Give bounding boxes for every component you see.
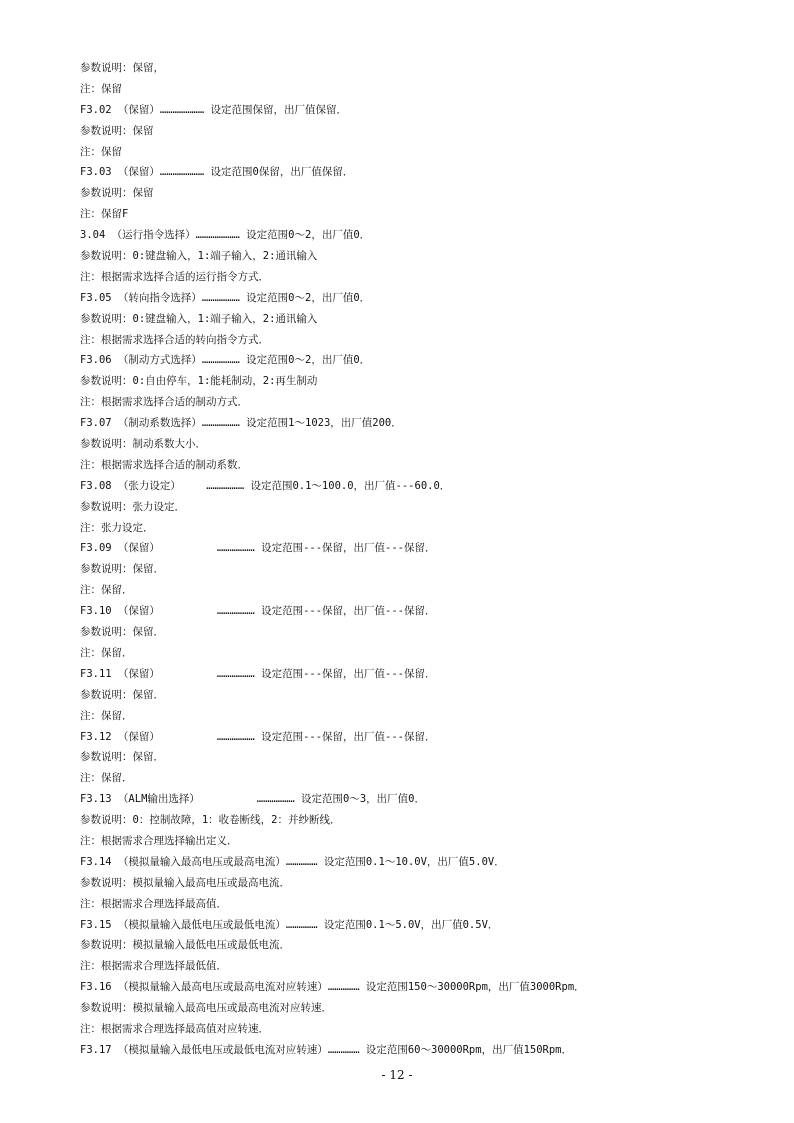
text-line: F3.06 （制动方式选择）……………… 设定范围0～2，出厂值0． bbox=[80, 354, 371, 367]
text-line: F3.17 （模拟量输入最低电压或最低电流对应转速）…………… 设定范围60～30000Rpm，出厂值150Rpm． bbox=[80, 1043, 573, 1056]
document-body bbox=[80, 58, 720, 1061]
text-line: 注：根据需求合理选择最低值． bbox=[80, 960, 227, 973]
text-line: F3.03 （保留）………………… 设定范围0保留，出厂值保留． bbox=[80, 166, 354, 179]
text-line: 注：保留． bbox=[80, 584, 133, 597]
text-line: 参数说明：保留． bbox=[80, 563, 164, 576]
text-line: F3.12 （保留） ……………… 设定范围---保留，出厂值---保留． bbox=[80, 730, 436, 743]
text-line: 参数说明：保留 bbox=[80, 124, 154, 137]
text-line: 注：根据需求选择合适的转向指令方式． bbox=[80, 333, 269, 346]
text-line: 参数说明：保留． bbox=[80, 688, 164, 701]
text-line: 注：根据需求合理选择最高值． bbox=[80, 897, 227, 910]
text-line: 参数说明：保留 bbox=[80, 187, 154, 200]
text-line: 3.04 （运行指令选择）………………… 设定范围0～2，出厂值0． bbox=[80, 229, 371, 242]
text-line: F3.02 （保留）………………… 设定范围保留，出厂值保留． bbox=[80, 103, 348, 116]
text-line: F3.05 （转向指令选择）……………… 设定范围0～2，出厂值0． bbox=[80, 291, 371, 304]
text-line: 注：根据需求合理选择输出定义． bbox=[80, 834, 238, 847]
text-line: F3.10 （保留） ……………… 设定范围---保留，出厂值---保留． bbox=[80, 605, 436, 618]
text-line: 注：根据需求选择合适的制动系数． bbox=[80, 458, 248, 471]
page-number: - 12 - bbox=[381, 1068, 413, 1082]
text-line: 注：根据需求选择合适的制动方式． bbox=[80, 396, 248, 409]
text-line: 参数说明：0:键盘输入，1:端子输入，2:通讯输入 bbox=[80, 250, 318, 263]
text-line: 参数说明：0：控制故障，1：收卷断线，2：并纱断线． bbox=[80, 814, 341, 827]
text-line: 注：保留 bbox=[80, 145, 122, 158]
text-line: F3.16 （模拟量输入最高电压或最高电流对应转速）…………… 设定范围150～30000Rpm，出厂值3000Rpm． bbox=[80, 981, 585, 994]
text-line: F3.14 （模拟量输入最高电压或最高电流）…………… 设定范围0.1～10.0V，出厂值5.0V． bbox=[80, 855, 505, 868]
text-line: F3.13 （ALM输出选择） ……………… 设定范围0～3，出厂值0． bbox=[80, 793, 426, 806]
text-line: 注：根据需求合理选择最高值对应转速． bbox=[80, 1022, 269, 1035]
text-line: 注：保留 bbox=[80, 82, 122, 95]
text-line: 注：保留． bbox=[80, 772, 133, 785]
text-line: F3.09 （保留） ……………… 设定范围---保留，出厂值---保留． bbox=[80, 542, 436, 555]
text-line: F3.08 （张力设定） ……………… 设定范围0.1～100.0，出厂值---60.0． bbox=[80, 479, 451, 492]
text-line: F3.15 （模拟量输入最低电压或最低电流）…………… 设定范围0.1～5.0V，出厂值0.5V． bbox=[80, 918, 499, 931]
text-line: 参数说明：保留， bbox=[80, 62, 164, 74]
text-line: 注：根据需求选择合适的运行指令方式． bbox=[80, 270, 269, 283]
text-line: 参数说明：保留． bbox=[80, 626, 164, 639]
text-line: 注：张力设定． bbox=[80, 521, 154, 534]
text-line: 参数说明：张力设定． bbox=[80, 500, 185, 513]
text-line: 参数说明：制动系数大小． bbox=[80, 438, 206, 451]
text-line: 注：保留F bbox=[80, 208, 129, 221]
text-line: 参数说明：模拟量输入最高电压或最高电流对应转速． bbox=[80, 1002, 332, 1015]
text-line: 参数说明：0:键盘输入，1:端子输入，2:通讯输入 bbox=[80, 312, 318, 325]
text-line: 参数说明：保留． bbox=[80, 751, 164, 764]
text-line: F3.11 （保留） ……………… 设定范围---保留，出厂值---保留． bbox=[80, 667, 436, 680]
text-line: 注：保留． bbox=[80, 646, 133, 659]
text-line: 注：保留． bbox=[80, 709, 133, 722]
text-line: 参数说明：模拟量输入最低电压或最低电流． bbox=[80, 939, 290, 952]
text-line: 参数说明：0:自由停车，1:能耗制动，2:再生制动 bbox=[80, 375, 318, 388]
text-line: 参数说明：模拟量输入最高电压或最高电流． bbox=[80, 876, 290, 889]
text-line: F3.07 （制动系数选择）……………… 设定范围1～1023，出厂值200． bbox=[80, 417, 402, 430]
